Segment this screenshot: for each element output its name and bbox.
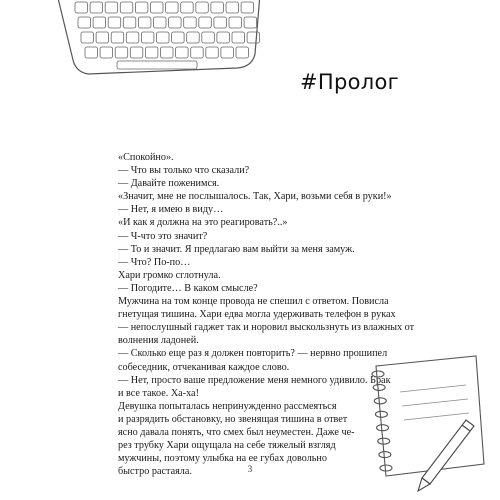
keyboard-key xyxy=(226,2,239,13)
keyboard-key xyxy=(187,32,200,43)
keyboard-key xyxy=(151,2,164,13)
spiral-ring xyxy=(379,452,391,458)
text-line: — То и значит. Я предлагаю вам выйти за меня замуж. xyxy=(118,243,355,255)
keyboard-key xyxy=(154,17,167,28)
spiral-ring xyxy=(374,398,386,404)
text-line: собеседник, отчеканивая каждое слово. xyxy=(118,361,290,373)
keyboard-key xyxy=(157,32,170,43)
keyboard-key xyxy=(244,17,257,28)
spiral-ring xyxy=(378,438,390,444)
text-line: ясно давала понять, что смех был неуместен. Даже че- xyxy=(118,426,355,438)
keyboard-key xyxy=(191,47,204,58)
keyboard-key xyxy=(199,17,212,28)
keyboard-key xyxy=(176,47,189,58)
text-line: «Значит, мне не послышалось. Так, Хари, возьми себя в руки!» xyxy=(118,191,392,203)
keyboard-key xyxy=(90,2,103,13)
page-number: 3 xyxy=(247,464,253,474)
keyboard-key xyxy=(123,17,136,28)
keyboard-key xyxy=(115,47,128,58)
text-line: «И как я должна на это реагировать?..» xyxy=(118,217,288,229)
keyboard-key xyxy=(111,32,124,43)
keyboard-spacebar xyxy=(117,61,197,69)
keyboard-key xyxy=(214,17,227,28)
keyboard-key xyxy=(202,32,215,43)
text-line: и все такое. Ха-ха! xyxy=(118,387,199,399)
text-line: волнения ладоней. xyxy=(118,335,199,347)
keyboard-key xyxy=(78,17,91,28)
keyboard-key xyxy=(75,2,88,13)
text-line: Хари громко сглотнула. xyxy=(118,269,221,281)
spiral-ring xyxy=(372,371,384,377)
text-line: «Спокойно». xyxy=(118,152,174,163)
keyboard-key xyxy=(85,47,98,58)
text-line: гнетущая тишина. Хари едва могла удерживать телефон в руках xyxy=(118,309,396,321)
text-line: — Нет, просто ваше предложение меня немного удивило. Брак xyxy=(118,374,391,386)
text-line: и разрядить обстановку, но звенящая тишина в ответ xyxy=(118,413,348,425)
keyboard-key xyxy=(120,2,133,13)
keyboard-key xyxy=(229,17,242,28)
spiral-ring xyxy=(377,425,389,431)
keyboard-key xyxy=(181,2,194,13)
text-line: Мужчина на том конце провода не спешил с ответом. Повисла xyxy=(118,296,389,308)
keyboard-key xyxy=(169,17,182,28)
spiral-binding xyxy=(372,371,392,471)
keyboard-keys xyxy=(75,2,260,69)
text-line: — Погодите… В каком смысле? xyxy=(118,282,258,294)
text-line: — Сколько еще раз я должен повторить? — нервно прошипел xyxy=(118,348,388,360)
keyboard-key xyxy=(172,32,185,43)
keyboard-key xyxy=(211,2,224,13)
text-line: Девушка попыталась непринужденно рассмеяться xyxy=(118,400,337,412)
notebook-and-pen-illustration xyxy=(348,352,488,492)
text-line: — Что? По-по… xyxy=(118,256,191,268)
pen-icon xyxy=(418,420,474,491)
keyboard-illustration xyxy=(55,0,265,78)
spiral-ring xyxy=(373,384,385,390)
keyboard-key xyxy=(232,32,245,43)
keyboard-key xyxy=(93,17,106,28)
text-line: — Давайте поженимся. xyxy=(118,178,220,190)
keyboard-key xyxy=(241,2,254,13)
keyboard-key xyxy=(247,32,260,43)
text-line: быстро растаяла. xyxy=(118,466,192,478)
text-line: — Что вы только что сказали? xyxy=(118,165,250,177)
keyboard-key xyxy=(196,2,209,13)
keyboard-key xyxy=(236,47,249,58)
keyboard-key xyxy=(184,17,197,28)
keyboard-key xyxy=(138,17,151,28)
text-line: — непослушный гаджет так и норовил выскользнуть из влажных от xyxy=(118,322,415,334)
keyboard-key xyxy=(130,47,143,58)
spiral-ring xyxy=(375,411,387,417)
keyboard-key xyxy=(135,2,148,13)
keyboard-key xyxy=(108,17,121,28)
keyboard-key xyxy=(100,47,113,58)
text-line: — Нет, я имею в виду… xyxy=(118,204,224,216)
keyboard-key xyxy=(126,32,139,43)
keyboard-key xyxy=(166,2,179,13)
keyboard-key xyxy=(96,32,109,43)
chapter-heading: #Пролог xyxy=(300,70,399,94)
body-text xyxy=(118,151,415,478)
text-line: — Ч-что это значит? xyxy=(118,230,208,242)
keyboard-key xyxy=(141,32,154,43)
keyboard-key xyxy=(206,47,219,58)
keyboard-key xyxy=(105,2,118,13)
keyboard-key xyxy=(161,47,174,58)
text-line: мужчины, поэтому улыбка на ее губах довольно xyxy=(118,453,327,465)
text-line: рез трубку Хари ощущала на себе тяжелый взгляд xyxy=(118,440,336,452)
keyboard-key xyxy=(221,47,234,58)
notebook-icon xyxy=(372,356,484,476)
keyboard-key xyxy=(81,32,94,43)
keyboard-key xyxy=(145,47,158,58)
keyboard-key xyxy=(217,32,230,43)
